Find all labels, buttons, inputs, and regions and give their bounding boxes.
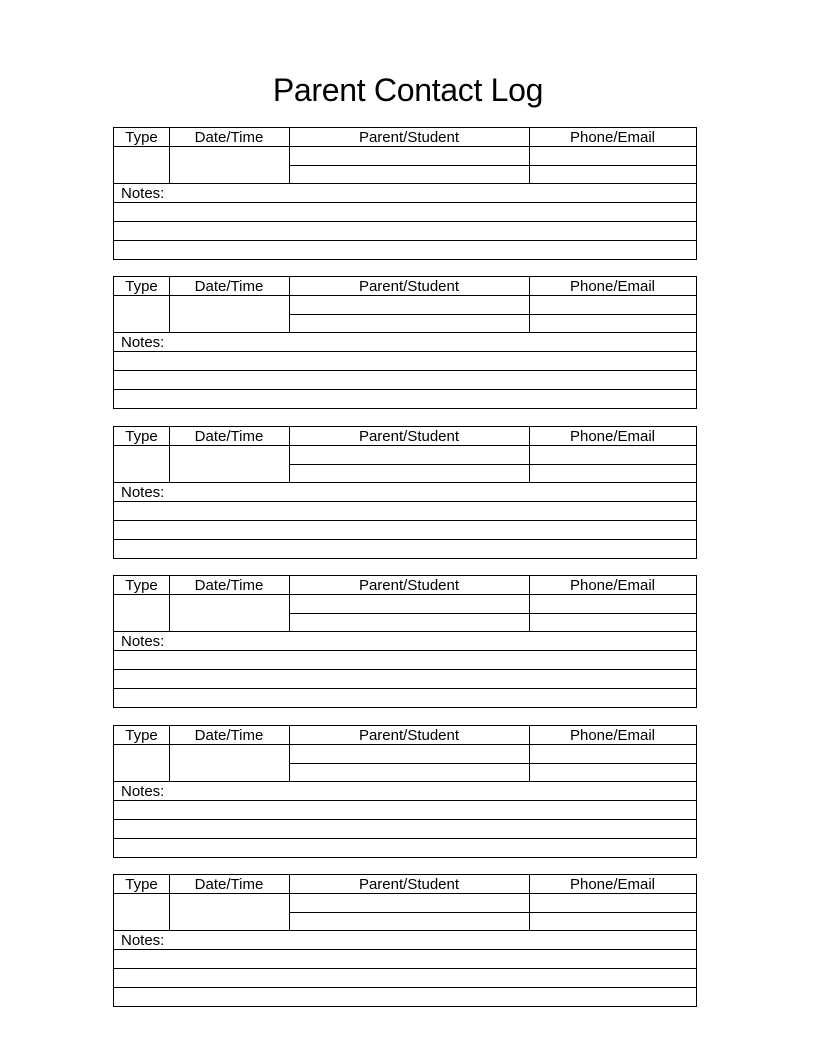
phone-email-header: Phone/Email (569, 278, 656, 295)
datetime-header: Date/Time (194, 876, 264, 893)
column-divider (169, 128, 170, 183)
header-underline (114, 893, 696, 894)
section-divider (114, 332, 696, 333)
type-header: Type (125, 428, 158, 445)
datetime-header: Date/Time (194, 129, 264, 146)
datetime-header: Date/Time (194, 428, 264, 445)
phone-email-header: Phone/Email (569, 876, 656, 893)
page-title: Parent Contact Log (272, 72, 544, 108)
column-divider (169, 427, 170, 482)
type-header: Type (125, 577, 158, 594)
column-divider (169, 277, 170, 332)
notes-line (114, 800, 696, 801)
type-header: Type (125, 129, 158, 146)
parent-student-header: Parent/Student (358, 727, 460, 744)
notes-line (114, 539, 696, 540)
datetime-header: Date/Time (194, 577, 264, 594)
contact-log-entry (113, 725, 697, 858)
column-divider (529, 427, 530, 482)
column-divider (289, 726, 290, 781)
datetime-header: Date/Time (194, 727, 264, 744)
notes-label: Notes: (121, 185, 165, 202)
type-header: Type (125, 278, 158, 295)
notes-line (114, 819, 696, 820)
notes-line (114, 987, 696, 988)
notes-line (114, 968, 696, 969)
notes-line (114, 221, 696, 222)
notes-label: Notes: (121, 932, 165, 949)
phone-email-header: Phone/Email (569, 577, 656, 594)
header-underline (114, 744, 696, 745)
type-header: Type (125, 876, 158, 893)
column-divider (169, 726, 170, 781)
notes-line (114, 669, 696, 670)
section-divider (114, 631, 696, 632)
header-underline (114, 445, 696, 446)
contact-log-entry (113, 575, 697, 708)
notes-line (114, 240, 696, 241)
header-underline (114, 594, 696, 595)
parent-student-header: Parent/Student (358, 278, 460, 295)
notes-line (114, 389, 696, 390)
notes-label: Notes: (121, 484, 165, 501)
notes-line (114, 501, 696, 502)
column-divider (529, 128, 530, 183)
contact-log-entry (113, 276, 697, 409)
type-header: Type (125, 727, 158, 744)
datetime-header: Date/Time (194, 278, 264, 295)
column-divider (529, 576, 530, 631)
contact-row-line (289, 763, 696, 764)
parent-student-header: Parent/Student (358, 428, 460, 445)
contact-row-line (289, 165, 696, 166)
column-divider (529, 875, 530, 930)
contact-row-line (289, 912, 696, 913)
notes-line (114, 351, 696, 352)
column-divider (529, 726, 530, 781)
notes-line (114, 520, 696, 521)
column-divider (529, 277, 530, 332)
column-divider (289, 277, 290, 332)
section-divider (114, 781, 696, 782)
column-divider (289, 576, 290, 631)
phone-email-header: Phone/Email (569, 129, 656, 146)
notes-line (114, 370, 696, 371)
contact-log-entry (113, 426, 697, 559)
parent-student-header: Parent/Student (358, 129, 460, 146)
column-divider (289, 875, 290, 930)
column-divider (169, 875, 170, 930)
contact-log-entry (113, 127, 697, 260)
notes-label: Notes: (121, 334, 165, 351)
notes-label: Notes: (121, 783, 165, 800)
contact-log-entry (113, 874, 697, 1007)
phone-email-header: Phone/Email (569, 428, 656, 445)
parent-student-header: Parent/Student (358, 876, 460, 893)
notes-line (114, 650, 696, 651)
section-divider (114, 930, 696, 931)
header-underline (114, 146, 696, 147)
notes-line (114, 202, 696, 203)
parent-student-header: Parent/Student (358, 577, 460, 594)
contact-row-line (289, 464, 696, 465)
contact-row-line (289, 613, 696, 614)
column-divider (289, 427, 290, 482)
header-underline (114, 295, 696, 296)
notes-label: Notes: (121, 633, 165, 650)
notes-line (114, 688, 696, 689)
contact-row-line (289, 314, 696, 315)
notes-line (114, 838, 696, 839)
column-divider (289, 128, 290, 183)
column-divider (169, 576, 170, 631)
section-divider (114, 183, 696, 184)
notes-line (114, 949, 696, 950)
section-divider (114, 482, 696, 483)
phone-email-header: Phone/Email (569, 727, 656, 744)
